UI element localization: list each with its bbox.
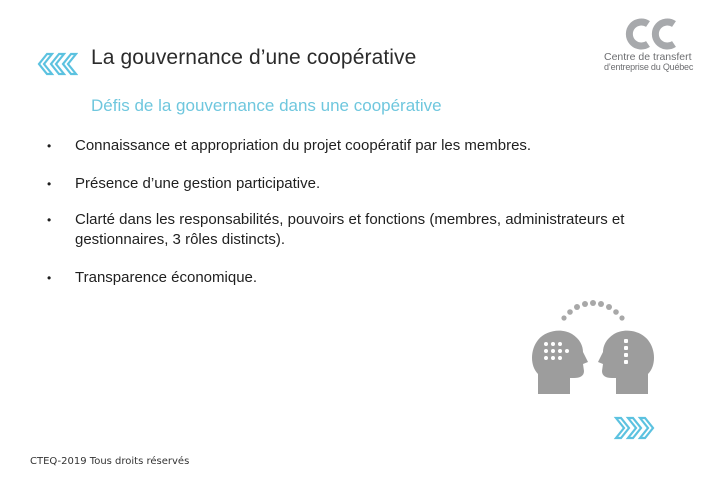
bullet-marker: • [47, 271, 52, 285]
list-item [44, 268, 257, 288]
chevrons-left-icon [36, 52, 78, 76]
logo-text [604, 52, 700, 72]
bullet-marker: • [47, 139, 52, 153]
bullet-marker: • [47, 177, 52, 191]
logo-line-2: d’entreprise du Québec [604, 62, 694, 72]
bullet-text: Clarté dans les responsabilités, pouvoirs et fonctions (membres, administrateurs et gestionnaires, 3 rôles distincts). [75, 211, 625, 248]
heads-communication-icon [528, 298, 658, 398]
bullet-text: Présence d’une gestion participative. [75, 175, 321, 192]
chevrons-right-icon [612, 416, 656, 440]
bullet-text: Connaissance et appropriation du projet coopératif par les membres. [75, 137, 532, 154]
bullet-text: Transparence économique. [75, 269, 258, 286]
bullet-marker: • [47, 213, 52, 227]
list-item [44, 210, 635, 250]
section-subtitle: Défis de la gouvernance dans une coopérative [91, 96, 442, 115]
logo-line-1: Centre de transfert [604, 51, 692, 63]
logo-icon [622, 16, 682, 52]
page-title: La gouvernance d’une coopérative [91, 46, 417, 69]
list-item [44, 174, 320, 194]
logo [604, 16, 696, 76]
footer-copyright: CTEQ-2019 Tous droits réservés [30, 456, 190, 467]
list-item [44, 136, 531, 156]
